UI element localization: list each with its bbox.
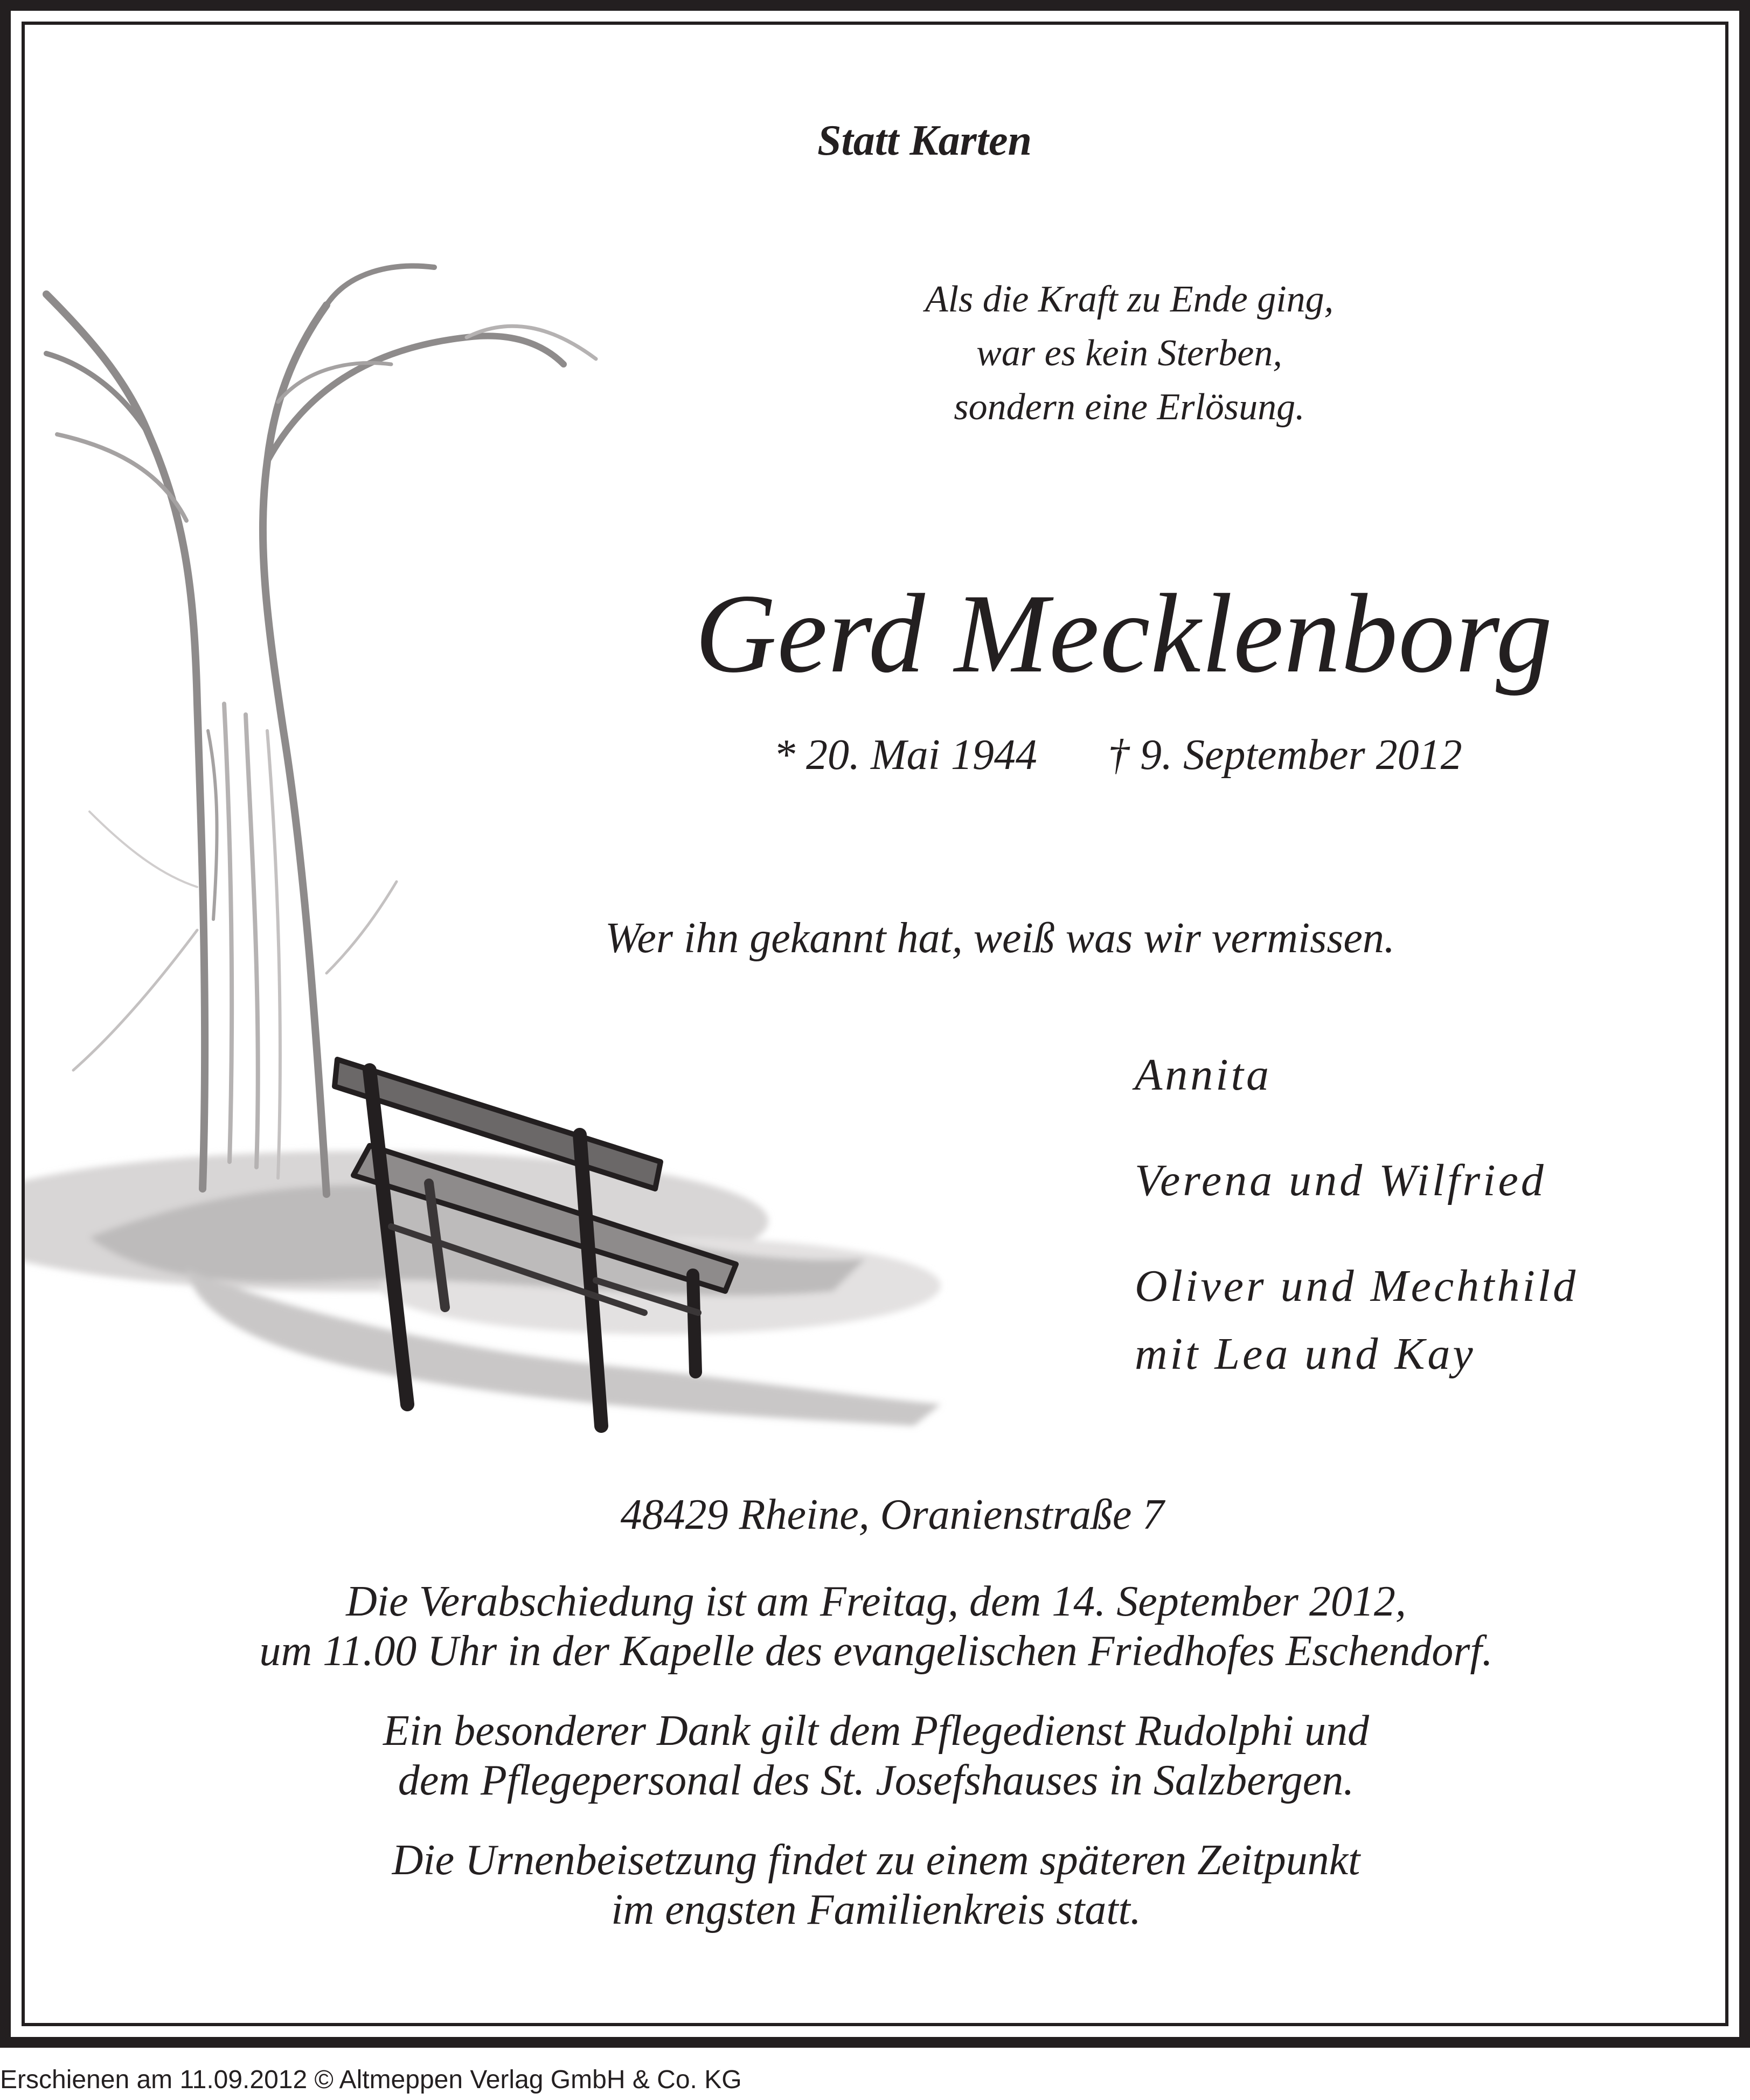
family-member: mit Lea und Kay: [1135, 1329, 1476, 1379]
farewell-line: Die Verabschiedung ist am Freitag, dem 14. September 2012,: [346, 1578, 1406, 1625]
publication-footer: Erschienen am 11.09.2012 © Altmeppen Verlag GmbH & Co. KG: [0, 2066, 742, 2094]
burial-line: Die Urnenbeisetzung findet zu einem späteren Zeitpunkt: [392, 1836, 1360, 1884]
family-member: Annita: [1135, 1050, 1272, 1100]
burial-text: [186, 1835, 1566, 1935]
verse-line: Als die Kraft zu Ende ging,: [925, 279, 1334, 320]
notice-header: Statt Karten: [817, 117, 1032, 164]
thanks-line: Ein besonderer Dank gilt dem Pflegedienst Rudolphi und: [383, 1707, 1370, 1755]
deceased-name: Gerd Mecklenborg: [695, 571, 1553, 696]
obituary-notice: [25, 25, 1725, 2023]
verse-line: war es kein Sterben,: [976, 332, 1282, 374]
farewell-text: [186, 1577, 1566, 1676]
family-member: Verena und Wilfried: [1135, 1155, 1546, 1205]
verse-line: sondern eine Erlösung.: [954, 386, 1305, 428]
address: 48429 Rheine, Oranienstraße 7: [620, 1491, 1164, 1538]
thanks-line: dem Pflegepersonal des St. Josefshauses in Salzbergen.: [398, 1757, 1355, 1804]
burial-line: im engsten Familienkreis statt.: [611, 1886, 1141, 1933]
verse: [779, 273, 1480, 434]
motto: Wer ihn gekannt hat, weiß was wir vermissen.: [605, 914, 1395, 962]
farewell-line: um 11.00 Uhr in der Kapelle des evangelischen Friedhofes Eschendorf.: [259, 1627, 1493, 1675]
tree-trunk: [46, 266, 596, 1194]
death-date: † 9. September 2012: [1108, 731, 1462, 779]
thanks-text: [186, 1706, 1566, 1805]
birth-date: * 20. Mai 1944: [774, 731, 1037, 779]
family-member: Oliver und Mechthild: [1135, 1261, 1579, 1311]
